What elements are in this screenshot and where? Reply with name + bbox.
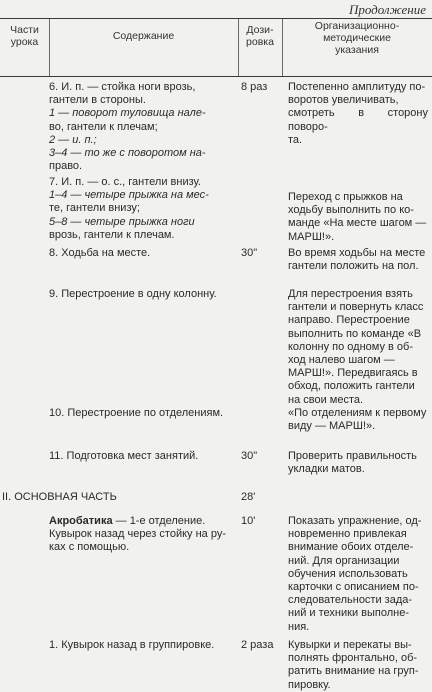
row-6-notes: Постепенно амплитуду по- воротов увеличивать, смотреть в сторону поворо- та.: [288, 81, 428, 146]
row-9-content: 9. Перестроение в одну колонну.: [49, 288, 217, 300]
header-bottom-rule: [0, 76, 432, 77]
row-8-dosage: 30": [241, 247, 258, 259]
table-top-rule: [0, 18, 432, 19]
row-9-notes: Для перестроения взять гантели и повернуть класс направо. Перестроение выполнить по команде «В колонну по одному в об- ход налево шагом — МАРШ!». Передвигаясь в обход, положить гантели на свои места.: [288, 288, 424, 406]
row-11-content: 11. Подготовка мест занятий.: [49, 450, 199, 462]
row-6-content: 6. И. п. — стойка ноги врозь, гантели в стороны. 1 — поворот туловища нале- во, гантели к плечам; 2 — и. п.; 3–4 — то же с поворотом на- право.: [49, 81, 206, 173]
row-7-notes: Переход с прыжков на ходьбу выполнить по ко- манде «На месте шагом — МАРШ!».: [288, 191, 427, 243]
continuation-label: Продолжение: [348, 2, 426, 17]
row-8-notes: Во время ходьбы на месте гантели положить на пол.: [288, 247, 426, 273]
row-11-notes: Проверить правильность укладки матов.: [288, 450, 417, 476]
row-10-content: 10. Перестроение по отделениям.: [49, 407, 224, 419]
row-6-dosage: 8 раз: [241, 81, 268, 93]
exercise-1-dosage: 2 раза: [241, 639, 274, 651]
row-7-content: 7. И. п. — о. с., гантели внизу. 1–4 — четыре прыжка на мес- те, гантели внизу; 5–8 — четыре прыжка ноги врозь, гантели к плечам.: [49, 176, 209, 241]
acrobatics-dosage: 10': [241, 515, 256, 527]
acrobatics-title: Акробатика: [49, 515, 113, 527]
header-part: Части урока: [10, 24, 39, 49]
header-dosage: Дози- ровка: [246, 24, 274, 49]
header-notes: Организационно- методические указания: [314, 20, 400, 57]
exercise-1-notes: Кувырки и перекаты вы- полнять фронтально, об- ратить внимание на груп- пировку.: [288, 639, 419, 691]
acrobatics-notes: Показать упражнение, од- новременно привлекая внимание обоих отделе- ний. Для организации обучения использовать карточки с описанием по- следовательности зада- ний и техники выполне- ния.: [288, 515, 422, 633]
main-part-dosage: 28': [241, 491, 256, 503]
exercise-1-content: 1. Кувырок назад в группировке.: [49, 639, 215, 651]
header-content: Содержание: [112, 30, 175, 42]
row-11-dosage: 30": [241, 450, 258, 462]
row-8-content: 8. Ходьба на месте.: [49, 247, 151, 259]
header-divider: [49, 19, 50, 76]
acrobatics-content: Акробатика — 1-е отделение. Кувырок назад через стойку на ру- ках с помощью.: [49, 515, 226, 554]
row-10-notes: «По отделениям к первому виду — МАРШ!».: [288, 407, 427, 433]
main-part-heading: II. ОСНОВНАЯ ЧАСТЬ: [2, 491, 117, 503]
